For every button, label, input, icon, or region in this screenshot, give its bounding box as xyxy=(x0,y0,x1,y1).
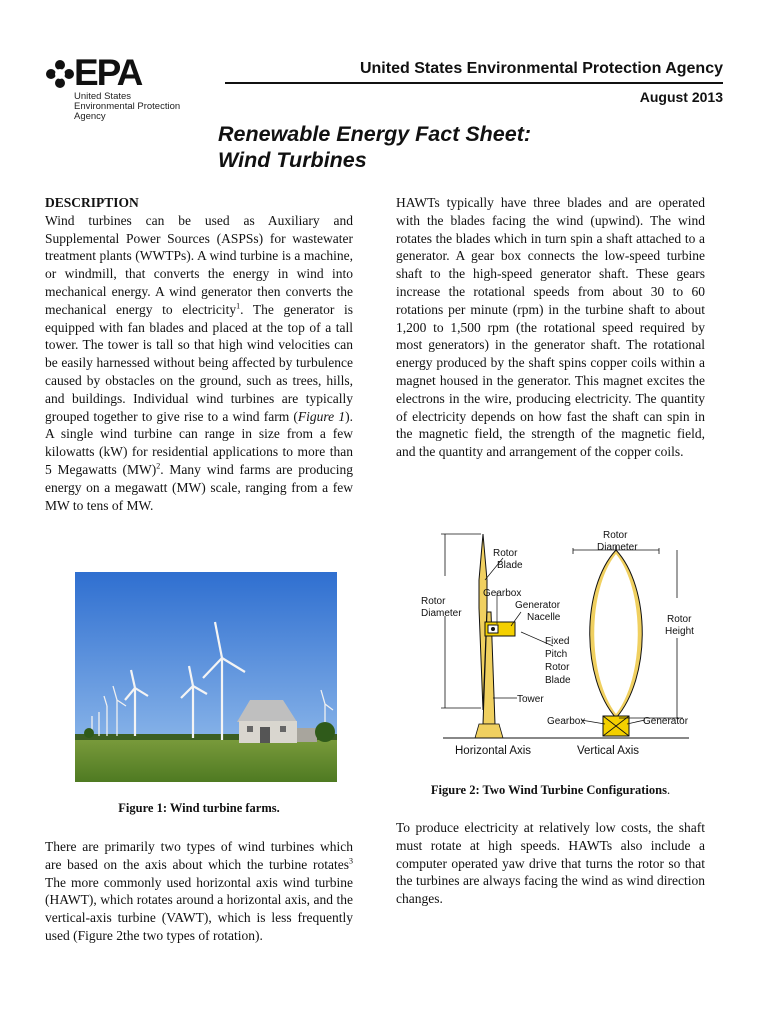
header-rule xyxy=(225,82,723,84)
label-rotor-diameter-left: Rotor Diameter xyxy=(421,596,462,619)
turbine-configurations-diagram xyxy=(413,528,703,764)
label-rotor-diameter-right: Rotor Diameter xyxy=(597,530,638,553)
label-horizontal-axis: Horizontal Axis xyxy=(455,745,532,757)
label-generator-nacelle: Generator Nacelle xyxy=(515,600,561,623)
label-vertical-axis: Vertical Axis xyxy=(577,745,639,757)
title-line-1: Renewable Energy Fact Sheet: xyxy=(218,122,532,146)
logo-sub-line: Environmental Protection xyxy=(74,101,181,112)
logo-sub-line: Agency xyxy=(74,111,106,122)
label-rotor-height: Rotor Height xyxy=(665,614,694,637)
logo-wordmark: EPA xyxy=(74,52,142,93)
logo-subtitle xyxy=(74,92,194,122)
agency-name: United States Environmental Protection Agency xyxy=(359,60,723,77)
label-tower: Tower xyxy=(517,694,544,705)
turbine-types-paragraph: There are primarily two types of wind turbines which are based on the axis about which the turbine rotates$^3$ The more commonly used horizontal axis wind turbine (HAWT), which rotates around a horizontal axis, and the vertical-axis turbine (VAWT), which is less frequently used (Figure 2the two types of rotation). xyxy=(45,839,353,943)
figure-1-caption: Figure 1: Wind turbine farms. xyxy=(118,801,280,815)
right-column xyxy=(396,194,705,461)
label-generator-v: Generator xyxy=(643,716,689,727)
description-paragraph: Wind turbines can be used as Auxiliary and Supplemental Power Sources (ASPSs) for wastewater treatment plants (WWTPs). A wind turbine is a machine, or windmill, that converts the energy in wind into mechanical energy. A wind generator then converts the mechanical energy to electricity$^1$. The generator is equipped with fan blades and placed at the top of a tall tower. The tower is tall so that high wind velocities can be easily harnessed without being affected by turbulence caused by obstacles on the ground, such as trees, hills, and buildings. Individual wind turbines are typically grouped together to give rise to a wind farm (Figure 1). A single wind turbine can range in size from a few kilowatts (kW) for residential applications to more than 5 Megawatts (MW)$^2$. Many wind farms are producing energy on a megawatt (MW) scale, ranging from a few MW to tens of MW. xyxy=(45,212,354,513)
figure-2-caption: Figure 2: Two Wind Turbine Configurations. xyxy=(430,783,671,797)
section-heading: DESCRIPTION xyxy=(45,195,139,210)
hawt-paragraph: HAWTs typically have three blades and are operated with the blades facing the wind (upwind). The wind rotates the blades which in turn spin a shaft attached to a generator. A gear box connects the low-speed turbine shaft to the high-speed generator shaft. These gears increase the rotational speeds from about 30 to 60 rotations per minute (rpm) in the turbine shaft to about 1,200 to 1,500 rpm (the rotational speed required by most generators) in the generator shaft. The rotational energy produced by the shaft spins copper coils within a magnet housed in the generator. This magnet excites the electrons in the wire, producing electricity. The quantity of electricity depends on how fast the shaft can spin in the magnetic field, the strength of the magnetic field, and the quantity and arrangement of the copper coils. xyxy=(396,195,705,460)
label-gearbox-v: Gearbox xyxy=(547,716,586,727)
page-title xyxy=(218,121,531,173)
label-gearbox-h: Gearbox xyxy=(483,588,522,599)
figure-ref: Figure 1 xyxy=(297,408,346,424)
title-line-2: Wind Turbines xyxy=(218,148,367,172)
footnote-ref: 1 xyxy=(236,301,241,311)
logo-sub-line: United States xyxy=(74,91,132,102)
right-column-continued xyxy=(396,819,705,908)
publication-date: August 2013 xyxy=(639,89,723,105)
footnote-ref: 2 xyxy=(156,461,161,471)
yaw-drive-paragraph: To produce electricity at relatively low costs, the shaft must rotate at high speeds. HAWTs also include a computer operated yaw drive that turns the rotor so that the turbines are always facing the wind as wind direction changes. xyxy=(396,820,705,907)
left-column-continued xyxy=(45,838,353,945)
footnote-ref: 3 xyxy=(349,856,353,866)
label-rotor-blade: Rotor Blade xyxy=(493,548,523,571)
left-column xyxy=(45,194,353,514)
epa-logo xyxy=(44,52,184,124)
label-fixed-pitch-rotor-blade: Fixed Pitch Rotor Blade xyxy=(545,636,571,686)
wind-farm-photo xyxy=(75,572,337,782)
epa-flower-icon xyxy=(44,58,76,90)
